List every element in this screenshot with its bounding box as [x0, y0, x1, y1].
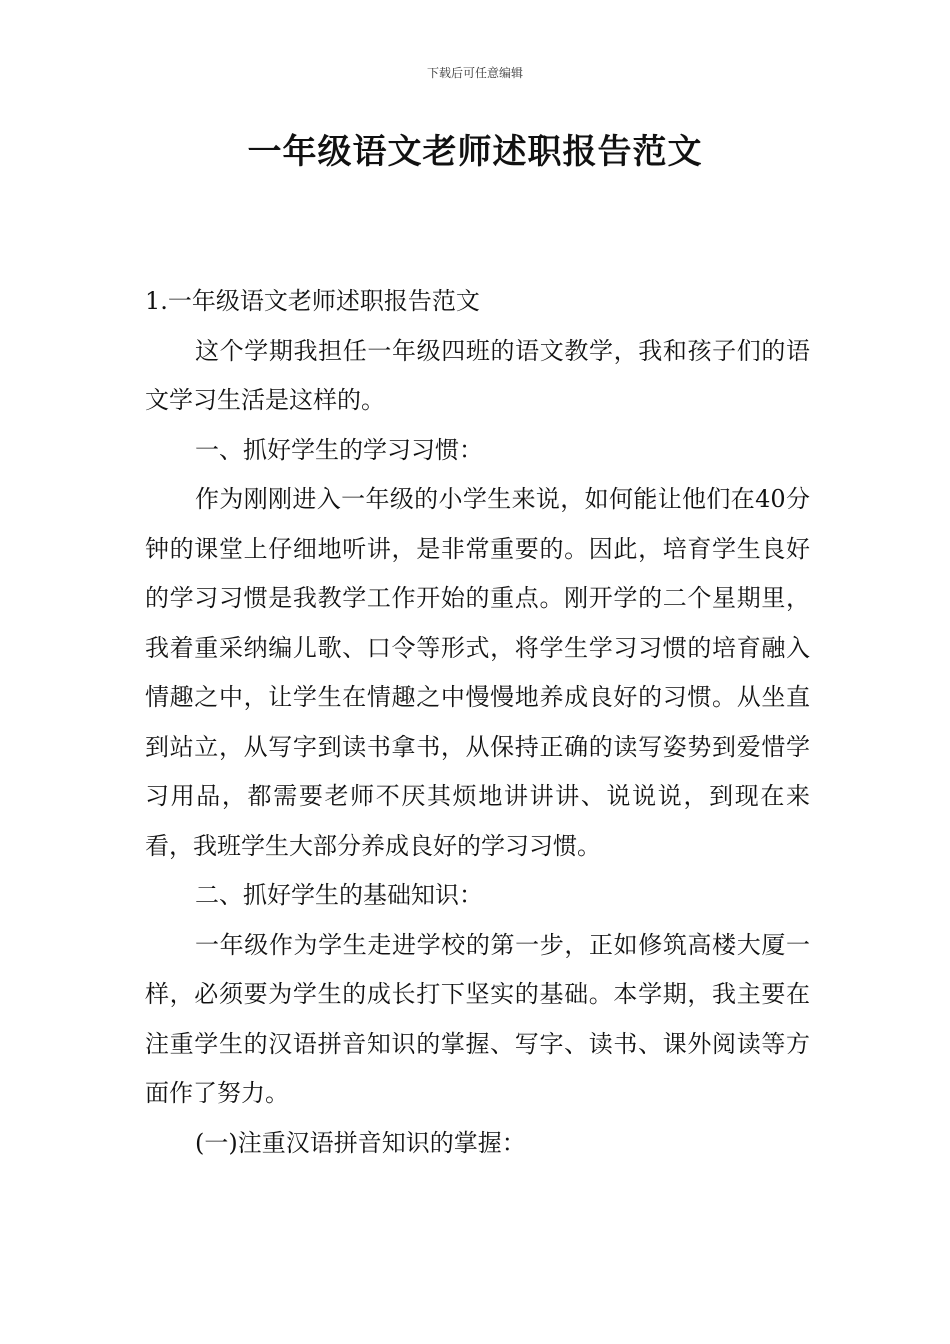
section-heading: 1.一年级语文老师述职报告范文 [145, 287, 480, 315]
subsection-heading: (一)注重汉语拼音知识的掌握： [195, 1128, 526, 1157]
paragraph: 一年级作为学生走进学校的第一步，正如修筑高楼大厦一样，必须要为学生的成长打下坚实的基础。本学期，我主要在注重学生的汉语拼音知识的掌握、写字、读书、课外阅读等方面作了努力。 [145, 930, 810, 1107]
document-title: 一年级语文老师述职报告范文 [247, 132, 703, 172]
subsection-heading: 一、抓好学生的学习习惯： [195, 435, 483, 464]
header-note: 下载后可任意编辑 [426, 66, 523, 80]
paragraph: 这个学期我担任一年级四班的语文教学，我和孩子们的语文学习生活是这样的。 [145, 336, 810, 414]
subsection-heading: 二、抓好学生的基础知识： [195, 881, 483, 909]
document-body [145, 277, 810, 1168]
paragraph: 作为刚刚进入一年级的小学生来说，如何能让他们在40分钟的课堂上仔细地听讲，是非常重要的。因此，培育学生良好的学习习惯是我教学工作开始的重点。刚开学的二个星期里，我着重采纳编儿歌、口令等形式，将学生学习习惯的培育融入情趣之中，让学生在情趣之中慢慢地养成良好的习惯。从坐直到站立，从写字到读书拿书，从保持正确的读写姿势到爱惜学习用品，都需要老师不厌其烦地讲讲讲、说说说，到现在来看，我班学生大部分养成良好的学习习惯。 [145, 485, 810, 860]
